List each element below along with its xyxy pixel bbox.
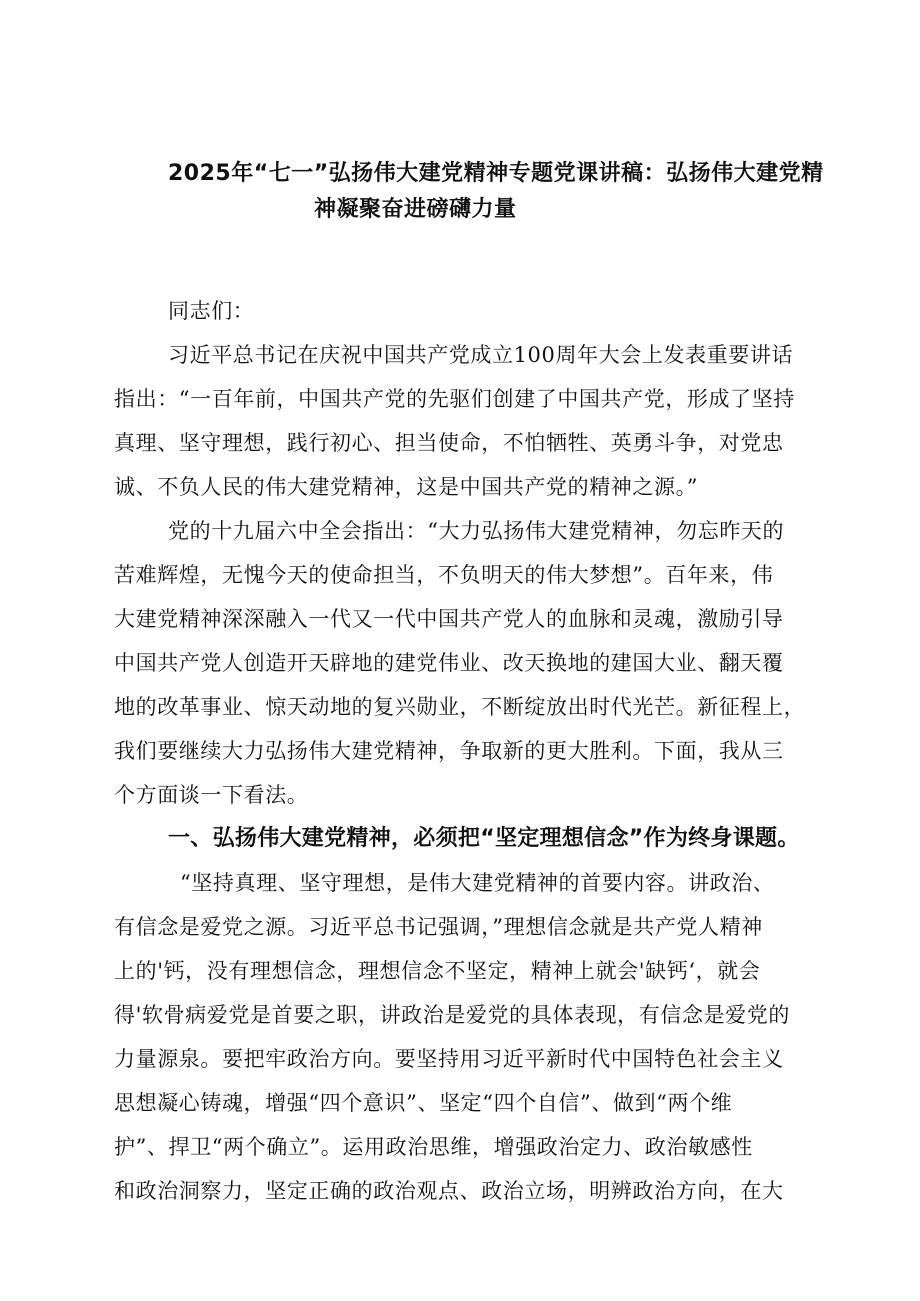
paragraph-2-line: 个方面谈一下看法。 [114, 783, 309, 807]
paragraph-3-line: 得'软骨病爱党是首要之职，讲政治是爱党的具体表现，有信念是爱党的 [114, 1003, 790, 1027]
paragraph-1-line: 指出：“一百年前，中国共产党的先驱们创建了中国共产党，形成了坚持 [114, 387, 795, 411]
paragraph-2-line: 苦难辉煌，无愧今天的使命担当，不负明天的伟大梦想”。百年来，伟 [114, 563, 774, 587]
paragraph-3-line: 和政治洞察力，坚定正确的政治观点、政治立场，明辨政治方向，在大 [114, 1179, 784, 1203]
section-1-heading: 一、弘扬伟大建党精神，必须把“坚定理想信念”作为终身课题。 [168, 826, 800, 851]
document-title-line-2: 神凝聚奋进磅礴力量 [314, 197, 517, 222]
paragraph-2-line: 我们要继续大力弘扬伟大建党精神，争取新的更大胜利。下面，我从三 [114, 739, 784, 763]
paragraph-3-line: “坚持真理、坚守理想，是伟大建党精神的首要内容。讲政治、 [180, 871, 775, 895]
paragraph-2-line: 大建党精神深深融入一代又一代中国共产党人的血脉和灵魂，激励引导 [114, 607, 784, 631]
paragraph-3-line: 力量源泉。要把牢政治方向。要坚持用习近平新时代中国特色社会主义 [114, 1047, 784, 1071]
paragraph-1-line: 习近平总书记在庆祝中国共产党成立100周年大会上发表重要讲话 [168, 343, 794, 367]
paragraph-2-line: 中国共产党人创造开天辟地的建党伟业、改天换地的建国大业、翻天覆 [114, 651, 784, 675]
paragraph-1-line: 诚、不负人民的伟大建党精神，这是中国共产党的精神之源。” [114, 475, 699, 499]
paragraph-3-line: 有信念是爱党之源。习近平总书记强调，”理想信念就是共产党人精神 [114, 915, 763, 939]
paragraph-2-line: 党的十九届六中全会指出：“大力弘扬伟大建党精神，勿忘昨天的 [168, 519, 785, 543]
paragraph-3-line: 上的'钙，没有理想信念，理想信念不坚定，精神上就会'缺钙‘，就会 [114, 959, 761, 983]
paragraph-2-line: 地的改革事业、惊天动地的复兴勋业，不断绽放出时代光芒。新征程上， [114, 695, 806, 719]
paragraph-3-line: 护”、捍卫“两个确立”。运用政治思维，增强政治定力、政治敏感性 [114, 1135, 753, 1159]
paragraph-1-line: 真理、坚守理想，践行初心、担当使命，不怕牺牲、英勇斗争，对党忠 [114, 431, 784, 455]
paragraph-3-line: 思想凝心铸魂，增强“四个意识”、坚定“四个自信”、做到“两个维 [114, 1091, 733, 1115]
document-title-line-1: 2025年“七一”弘扬伟大建党精神专题党课讲稿：弘扬伟大建党精 [168, 161, 824, 186]
salutation: 同志们： [168, 299, 255, 323]
